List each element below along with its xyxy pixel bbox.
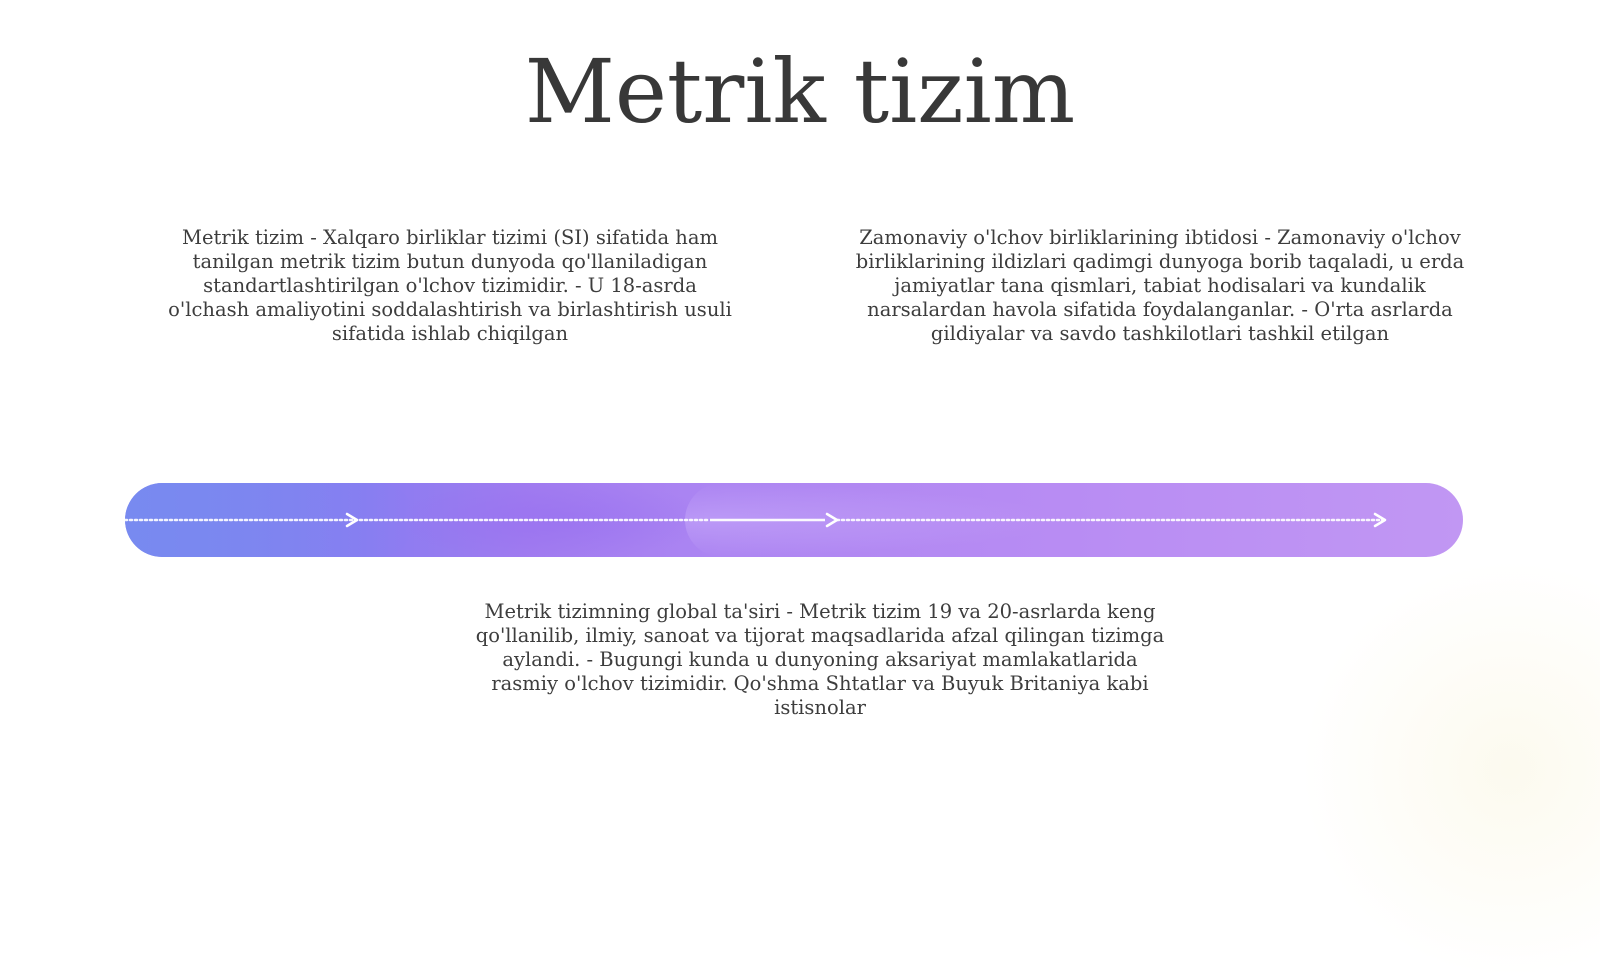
section-text-global-impact: Metrik tizimning global ta'siri - Metrik tizim 19 va 20-asrlarda keng qo'llanilib, ilmiy, sanoat va tijorat maqsadlarida afzal qilingan tizimga aylandi. - Bugungi kunda u dunyoning aksariyat mamlakatlarida rasmiy o'lchov tizimidir. Qo'shma Shtatlar va Buyuk Britaniya kabi istisnolar bbox=[475, 600, 1165, 719]
section-text-metric-system: Metrik tizim - Xalqaro birliklar tizimi (SI) sifatida ham tanilgan metrik tizim butun dunyoda qo'llaniladigan standartlashtirilgan o'lchov tizimidir. - U 18-asrda o'lchash amaliyotini soddalashtirish va birlashtirish usuli sifatida ishlab chiqilgan bbox=[168, 226, 732, 345]
arrow-right-icon bbox=[827, 514, 837, 526]
timeline-bar bbox=[125, 483, 1463, 557]
section-text-origins: Zamonaviy o'lchov birliklarining ibtidosi - Zamonaviy o'lchov birliklarining ildizlari qadimgi dunyoga borib taqaladi, u erda jamiyatlar tana qismlari, tabiat hodisalari va kundalik narsalardan havola sifatida foydalanganlar. - O'rta asrlarda gildiyalar va savdo tashkilotlari tashkil etilgan bbox=[855, 226, 1465, 345]
corner-glow-decoration bbox=[1300, 559, 1600, 979]
slide-title: Metrik tizim bbox=[524, 40, 1076, 143]
timeline-arrows bbox=[125, 483, 1463, 557]
